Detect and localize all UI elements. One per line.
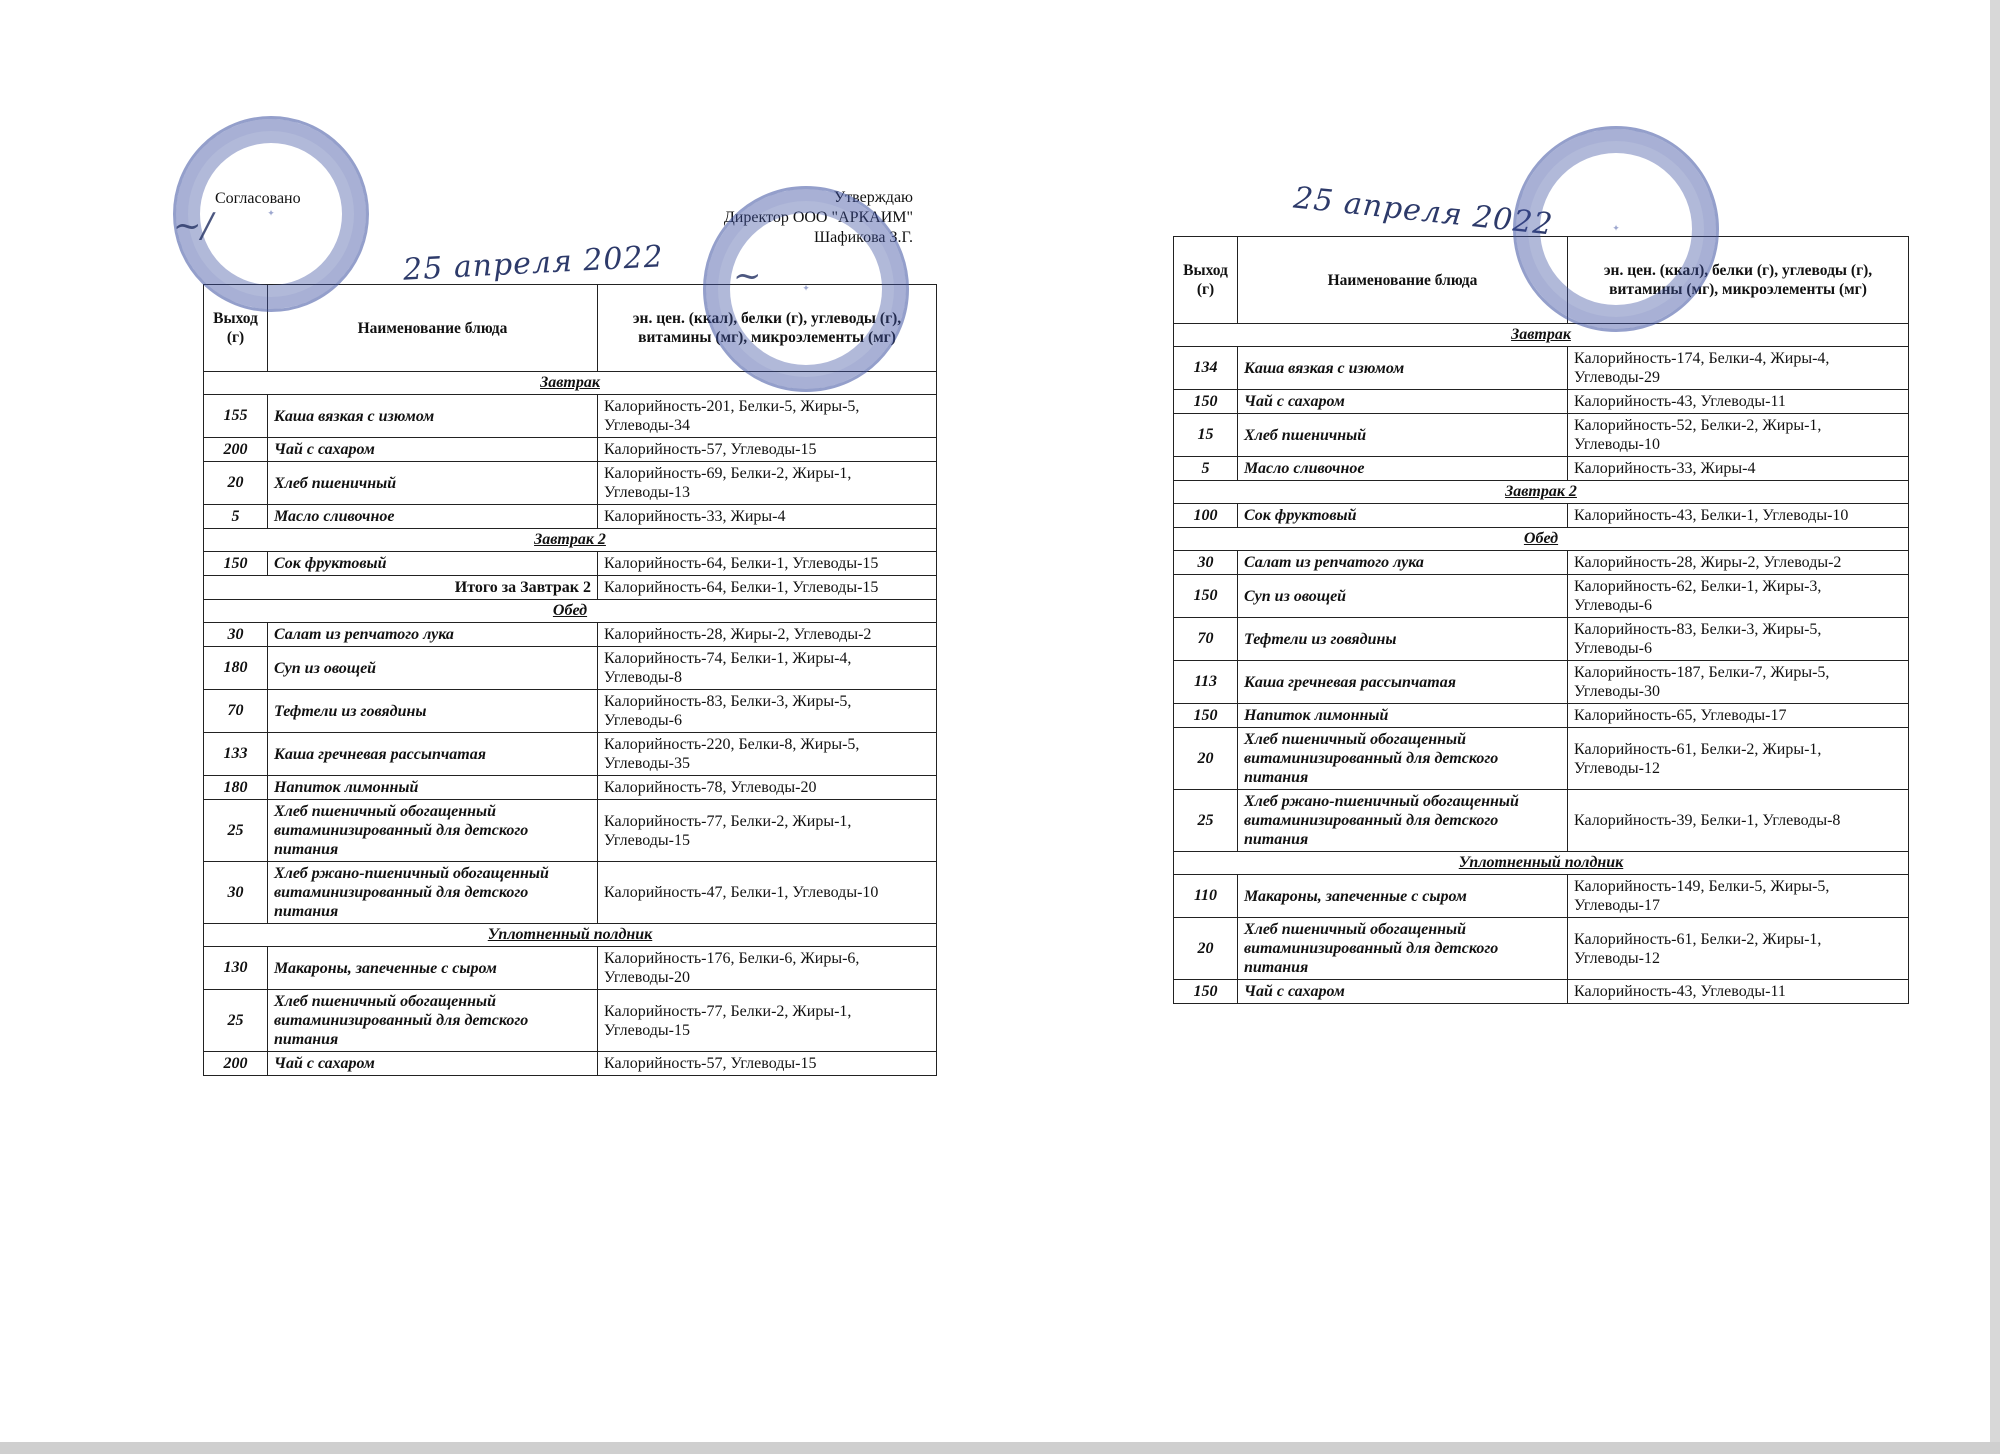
nutrition-cell: Калорийность-77, Белки-2, Жиры-1, Углеводы-15 bbox=[598, 800, 937, 862]
weight-cell: 110 bbox=[1174, 875, 1238, 918]
weight-cell: 5 bbox=[1174, 457, 1238, 481]
table-row bbox=[1174, 661, 1909, 704]
section-title: Уплотненный полдник bbox=[204, 924, 937, 947]
nutrition-cell: Калорийность-33, Жиры-4 bbox=[1568, 457, 1909, 481]
dish-name-cell: Хлеб пшеничный обогащенный витаминизированный для детского питания bbox=[268, 990, 598, 1052]
section-title: Уплотненный полдник bbox=[1174, 852, 1909, 875]
approve-label: Утверждаю bbox=[833, 189, 913, 206]
dish-name-cell: Хлеб пшеничный обогащенный витаминизированный для детского питания bbox=[268, 800, 598, 862]
weight-cell: 25 bbox=[204, 800, 268, 862]
dish-name-cell: Суп из овощей bbox=[1238, 575, 1568, 618]
dish-name-cell: Салат из репчатого лука bbox=[268, 623, 598, 647]
dish-name-cell: Хлеб пшеничный обогащенный витаминизированный для детского питания bbox=[1238, 728, 1568, 790]
section-row bbox=[204, 372, 937, 395]
nutrition-cell: Калорийность-69, Белки-2, Жиры-1, Углеводы-13 bbox=[598, 462, 937, 505]
nutrition-cell: Калорийность-64, Белки-1, Углеводы-15 bbox=[598, 552, 937, 576]
dish-name-cell: Макароны, запеченные с сыром bbox=[1238, 875, 1568, 918]
dish-name-cell: Хлеб пшеничный bbox=[1238, 414, 1568, 457]
director-name: Шафикова З.Г. bbox=[813, 229, 913, 246]
nutrition-cell: Калорийность-43, Белки-1, Углеводы-10 bbox=[1568, 504, 1909, 528]
weight-cell: 150 bbox=[1174, 575, 1238, 618]
dish-name-cell: Хлеб пшеничный обогащенный витаминизированный для детского питания bbox=[1238, 918, 1568, 980]
table-row bbox=[1174, 618, 1909, 661]
dish-name-cell: Тефтели из говядины bbox=[268, 690, 598, 733]
nutrition-cell: Калорийность-201, Белки-5, Жиры-5, Углеводы-34 bbox=[598, 395, 937, 438]
nutrition-cell: Калорийность-176, Белки-6, Жиры-6, Углеводы-20 bbox=[598, 947, 937, 990]
section-title: Завтрак 2 bbox=[1174, 481, 1909, 504]
dish-name-cell: Масло сливочное bbox=[268, 505, 598, 529]
weight-cell: 20 bbox=[1174, 728, 1238, 790]
header-dish: Наименование блюда bbox=[268, 285, 598, 372]
weight-cell: 150 bbox=[1174, 980, 1238, 1004]
nutrition-cell: Калорийность-57, Углеводы-15 bbox=[598, 438, 937, 462]
section-row bbox=[204, 529, 937, 552]
section-title: Обед bbox=[204, 600, 937, 623]
dish-name-cell: Каша вязкая с изюмом bbox=[1238, 347, 1568, 390]
table-row bbox=[1174, 875, 1909, 918]
table-row bbox=[1174, 457, 1909, 481]
nutrition-cell: Калорийность-220, Белки-8, Жиры-5, Углеводы-35 bbox=[598, 733, 937, 776]
table-row bbox=[204, 800, 937, 862]
table-row bbox=[204, 990, 937, 1052]
scan-edge-right bbox=[1990, 0, 2000, 1454]
section-row bbox=[204, 600, 937, 623]
weight-cell: 134 bbox=[1174, 347, 1238, 390]
nutrition-cell: Калорийность-28, Жиры-2, Углеводы-2 bbox=[1568, 551, 1909, 575]
weight-cell: 70 bbox=[204, 690, 268, 733]
table-row bbox=[204, 395, 937, 438]
weight-cell: 150 bbox=[1174, 390, 1238, 414]
menu-page-right bbox=[1173, 176, 1909, 1004]
weight-cell: 25 bbox=[204, 990, 268, 1052]
nutrition-cell: Калорийность-65, Углеводы-17 bbox=[1568, 704, 1909, 728]
nutrition-cell: Калорийность-61, Белки-2, Жиры-1, Углеводы-12 bbox=[1568, 728, 1909, 790]
dish-name-cell: Чай с сахаром bbox=[268, 1052, 598, 1076]
table-row bbox=[1174, 704, 1909, 728]
weight-cell: 200 bbox=[204, 1052, 268, 1076]
weight-cell: 25 bbox=[1174, 790, 1238, 852]
nutrition-cell: Калорийность-187, Белки-7, Жиры-5, Углеводы-30 bbox=[1568, 661, 1909, 704]
dish-name-cell: Сок фруктовый bbox=[268, 552, 598, 576]
approval-block bbox=[724, 188, 913, 248]
section-title: Завтрак bbox=[204, 372, 937, 395]
dish-name-cell: Хлеб ржано-пшеничный обогащенный витаминизированный для детского питания bbox=[1238, 790, 1568, 852]
table-row bbox=[1174, 575, 1909, 618]
dish-name-cell: Макароны, запеченные с сыром bbox=[268, 947, 598, 990]
nutrition-cell: Калорийность-62, Белки-1, Жиры-3, Углеводы-6 bbox=[1568, 575, 1909, 618]
director-title: Директор ООО "АРКАИМ" bbox=[723, 209, 913, 226]
dish-name-cell: Тефтели из говядины bbox=[1238, 618, 1568, 661]
stamp-emblem-icon: ✦ bbox=[802, 284, 810, 294]
header-output: Выход (г) bbox=[1174, 237, 1238, 324]
table-row bbox=[204, 862, 937, 924]
dish-name-cell: Каша вязкая с изюмом bbox=[268, 395, 598, 438]
nutrition-cell: Калорийность-83, Белки-3, Жиры-5, Углеводы-6 bbox=[1568, 618, 1909, 661]
table-row bbox=[204, 552, 937, 576]
menu-page-left bbox=[173, 176, 937, 1076]
weight-cell: 200 bbox=[204, 438, 268, 462]
signature-director: ~ bbox=[733, 256, 762, 296]
agreed-label: Согласовано bbox=[215, 190, 301, 207]
table-row bbox=[1174, 504, 1909, 528]
header-dish: Наименование блюда bbox=[1238, 237, 1568, 324]
signature-left: ~/ bbox=[173, 206, 213, 246]
section-row bbox=[1174, 324, 1909, 347]
nutrition-cell: Калорийность-39, Белки-1, Углеводы-8 bbox=[1568, 790, 1909, 852]
table-row bbox=[204, 776, 937, 800]
menu-table-right bbox=[1173, 236, 1909, 1004]
table-row bbox=[204, 505, 937, 529]
weight-cell: 30 bbox=[204, 862, 268, 924]
table-row bbox=[204, 647, 937, 690]
section-title: Завтрак bbox=[1174, 324, 1909, 347]
section-row bbox=[1174, 481, 1909, 504]
nutrition-cell: Калорийность-28, Жиры-2, Углеводы-2 bbox=[598, 623, 937, 647]
dish-name-cell: Сок фруктовый bbox=[1238, 504, 1568, 528]
nutrition-cell: Калорийность-149, Белки-5, Жиры-5, Углеводы-17 bbox=[1568, 875, 1909, 918]
menu-table-body bbox=[204, 372, 937, 1076]
table-row bbox=[204, 1052, 937, 1076]
table-row bbox=[204, 947, 937, 990]
dish-name-cell: Хлеб ржано-пшеничный обогащенный витаминизированный для детского питания bbox=[268, 862, 598, 924]
weight-cell: 30 bbox=[1174, 551, 1238, 575]
table-row bbox=[204, 733, 937, 776]
weight-cell: 30 bbox=[204, 623, 268, 647]
weight-cell: 20 bbox=[1174, 918, 1238, 980]
weight-cell: 180 bbox=[204, 776, 268, 800]
weight-cell: 130 bbox=[204, 947, 268, 990]
dish-name-cell: Салат из репчатого лука bbox=[1238, 551, 1568, 575]
section-title: Обед bbox=[1174, 528, 1909, 551]
nutrition-cell: Калорийность-57, Углеводы-15 bbox=[598, 1052, 937, 1076]
dish-name-cell: Масло сливочное bbox=[1238, 457, 1568, 481]
nutrition-cell: Калорийность-174, Белки-4, Жиры-4, Углеводы-29 bbox=[1568, 347, 1909, 390]
dish-name-cell: Чай с сахаром bbox=[268, 438, 598, 462]
nutrition-cell: Калорийность-47, Белки-1, Углеводы-10 bbox=[598, 862, 937, 924]
table-row bbox=[1174, 390, 1909, 414]
table-header-row bbox=[1174, 237, 1909, 324]
nutrition-cell: Калорийность-43, Углеводы-11 bbox=[1568, 980, 1909, 1004]
weight-cell: 15 bbox=[1174, 414, 1238, 457]
table-row bbox=[1174, 918, 1909, 980]
header-nutrition: эн. цен. (ккал), белки (г), углеводы (г), витамины (мг), микроэлементы (мг) bbox=[1568, 237, 1909, 324]
weight-cell: 180 bbox=[204, 647, 268, 690]
dish-name-cell: Напиток лимонный bbox=[268, 776, 598, 800]
table-row bbox=[1174, 728, 1909, 790]
dish-name-cell: Каша гречневая рассыпчатая bbox=[268, 733, 598, 776]
dish-name-cell: Чай с сахаром bbox=[1238, 390, 1568, 414]
dish-name-cell: Чай с сахаром bbox=[1238, 980, 1568, 1004]
stamp-emblem-icon: ✦ bbox=[267, 209, 275, 219]
weight-cell: 113 bbox=[1174, 661, 1238, 704]
nutrition-cell: Калорийность-52, Белки-2, Жиры-1, Углеводы-10 bbox=[1568, 414, 1909, 457]
table-row bbox=[1174, 980, 1909, 1004]
section-row bbox=[204, 924, 937, 947]
total-label: Итого за Завтрак 2 bbox=[204, 576, 598, 600]
table-row bbox=[1174, 790, 1909, 852]
stamp-emblem-icon: ✦ bbox=[1612, 224, 1620, 234]
nutrition-cell: Калорийность-61, Белки-2, Жиры-1, Углеводы-12 bbox=[1568, 918, 1909, 980]
nutrition-cell: Калорийность-83, Белки-3, Жиры-5, Углеводы-6 bbox=[598, 690, 937, 733]
nutrition-cell: Калорийность-33, Жиры-4 bbox=[598, 505, 937, 529]
table-row bbox=[1174, 414, 1909, 457]
table-row bbox=[204, 690, 937, 733]
weight-cell: 5 bbox=[204, 505, 268, 529]
weight-cell: 100 bbox=[1174, 504, 1238, 528]
nutrition-cell: Калорийность-77, Белки-2, Жиры-1, Углеводы-15 bbox=[598, 990, 937, 1052]
scan-edge-bottom bbox=[0, 1442, 2000, 1454]
header-nutrition: эн. цен. (ккал), белки (г), углеводы (г), витамины (мг), микроэлементы (мг) bbox=[598, 285, 937, 372]
handwritten-date: 25 апреля 2022 bbox=[402, 239, 665, 288]
dish-name-cell: Напиток лимонный bbox=[1238, 704, 1568, 728]
table-row bbox=[204, 623, 937, 647]
total-row bbox=[204, 576, 937, 600]
table-row bbox=[1174, 551, 1909, 575]
dish-name-cell: Каша гречневая рассыпчатая bbox=[1238, 661, 1568, 704]
table-row bbox=[204, 462, 937, 505]
handwritten-date: 25 апреля 2022 bbox=[1291, 180, 1555, 243]
weight-cell: 150 bbox=[1174, 704, 1238, 728]
weight-cell: 133 bbox=[204, 733, 268, 776]
nutrition-cell: Калорийность-74, Белки-1, Жиры-4, Углеводы-8 bbox=[598, 647, 937, 690]
dish-name-cell: Хлеб пшеничный bbox=[268, 462, 598, 505]
header-output: Выход (г) bbox=[204, 285, 268, 372]
menu-table-body bbox=[1174, 324, 1909, 1004]
date-header bbox=[1173, 176, 1909, 243]
table-row bbox=[1174, 347, 1909, 390]
section-row bbox=[1174, 852, 1909, 875]
nutrition-cell: Калорийность-78, Углеводы-20 bbox=[598, 776, 937, 800]
table-row bbox=[204, 438, 937, 462]
weight-cell: 70 bbox=[1174, 618, 1238, 661]
weight-cell: 155 bbox=[204, 395, 268, 438]
menu-table-left bbox=[203, 284, 937, 1076]
weight-cell: 150 bbox=[204, 552, 268, 576]
dish-name-cell: Суп из овощей bbox=[268, 647, 598, 690]
table-header-row bbox=[204, 285, 937, 372]
section-row bbox=[1174, 528, 1909, 551]
approval-header bbox=[203, 176, 937, 288]
nutrition-cell: Калорийность-64, Белки-1, Углеводы-15 bbox=[598, 576, 937, 600]
section-title: Завтрак 2 bbox=[204, 529, 937, 552]
weight-cell: 20 bbox=[204, 462, 268, 505]
nutrition-cell: Калорийность-43, Углеводы-11 bbox=[1568, 390, 1909, 414]
